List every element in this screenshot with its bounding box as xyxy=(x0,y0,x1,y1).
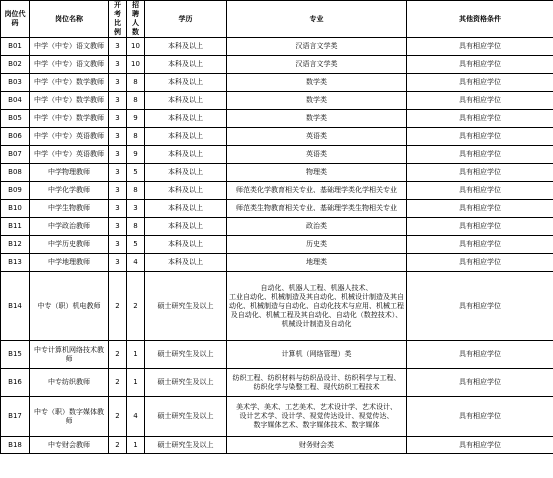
cell-position-name: 中专（职）数字媒体教师 xyxy=(30,397,109,437)
cell-other-requirements: 具有相应学位 xyxy=(407,110,553,128)
cell-ratio: 3 xyxy=(109,236,127,254)
major-line: 自动化、机器人工程、机器人技术、 xyxy=(260,283,373,292)
cell-position-name: 中学地理教师 xyxy=(30,254,109,272)
major-line: 师范类化学教育相关专业、基础理学类化学相关专业 xyxy=(236,186,397,194)
table-row xyxy=(1,369,553,397)
cell-major xyxy=(227,38,407,56)
table-row xyxy=(1,182,553,200)
cell-ratio: 2 xyxy=(109,397,127,437)
cell-ratio: 3 xyxy=(109,74,127,92)
cell-other-requirements: 具有相应学位 xyxy=(407,146,553,164)
header-count: 招聘人数 xyxy=(127,1,145,38)
cell-education: 本科及以上 xyxy=(145,236,227,254)
major-line: 财务财会类 xyxy=(299,440,334,449)
cell-ratio: 2 xyxy=(109,341,127,369)
cell-position-name: 中学（中专）英语教师 xyxy=(30,146,109,164)
table-row xyxy=(1,74,553,92)
cell-other-requirements: 具有相应学位 xyxy=(407,218,553,236)
cell-position-name: 中学政治教师 xyxy=(30,218,109,236)
cell-education: 本科及以上 xyxy=(145,218,227,236)
cell-other-requirements: 具有相应学位 xyxy=(407,397,553,437)
cell-other-requirements: 具有相应学位 xyxy=(407,341,553,369)
cell-other-requirements: 具有相应学位 xyxy=(407,254,553,272)
cell-education: 本科及以上 xyxy=(145,74,227,92)
cell-ratio: 3 xyxy=(109,146,127,164)
cell-position-name: 中学历史教师 xyxy=(30,236,109,254)
cell-major xyxy=(227,254,407,272)
cell-ratio: 3 xyxy=(109,128,127,146)
major-line: 汉语言文学类 xyxy=(295,60,338,68)
cell-major xyxy=(227,437,407,454)
major-line: 工业自动化、机械制造及其自动化、机械设计制造及其自 xyxy=(229,292,404,301)
cell-ratio: 3 xyxy=(109,254,127,272)
cell-major xyxy=(227,341,407,369)
cell-education: 硕士研究生及以上 xyxy=(145,437,227,454)
table-row xyxy=(1,200,553,218)
cell-count: 8 xyxy=(127,182,145,200)
cell-position-name: 中学（中专）语文教师 xyxy=(30,38,109,56)
major-line: 汉语言文学类 xyxy=(295,42,338,50)
table-row xyxy=(1,146,553,164)
table-row xyxy=(1,218,553,236)
cell-ratio: 3 xyxy=(109,110,127,128)
cell-code: B09 xyxy=(1,182,30,200)
cell-education: 本科及以上 xyxy=(145,128,227,146)
cell-education: 硕士研究生及以上 xyxy=(145,397,227,437)
cell-major xyxy=(227,200,407,218)
cell-ratio: 2 xyxy=(109,272,127,341)
cell-education: 本科及以上 xyxy=(145,200,227,218)
cell-position-name: 中专纺织教师 xyxy=(30,369,109,397)
cell-position-name: 中专财会教师 xyxy=(30,437,109,454)
header-other: 其他资格条件 xyxy=(407,1,553,38)
table-row xyxy=(1,341,553,369)
cell-other-requirements: 具有相应学位 xyxy=(407,164,553,182)
cell-other-requirements: 具有相应学位 xyxy=(407,128,553,146)
cell-count: 10 xyxy=(127,38,145,56)
cell-other-requirements: 具有相应学位 xyxy=(407,236,553,254)
cell-other-requirements: 具有相应学位 xyxy=(407,200,553,218)
cell-code: B01 xyxy=(1,38,30,56)
cell-position-name: 中学物理教师 xyxy=(30,164,109,182)
cell-education: 本科及以上 xyxy=(145,56,227,74)
cell-code: B03 xyxy=(1,74,30,92)
table-row xyxy=(1,128,553,146)
cell-major xyxy=(227,128,407,146)
cell-count: 9 xyxy=(127,110,145,128)
cell-other-requirements: 具有相应学位 xyxy=(407,56,553,74)
header-major: 专业 xyxy=(227,1,407,38)
cell-count: 1 xyxy=(127,369,145,397)
cell-other-requirements: 具有相应学位 xyxy=(407,182,553,200)
cell-major xyxy=(227,272,407,341)
major-line: 英语类 xyxy=(306,150,327,158)
cell-education: 本科及以上 xyxy=(145,254,227,272)
cell-code: B07 xyxy=(1,146,30,164)
cell-ratio: 2 xyxy=(109,369,127,397)
cell-ratio: 3 xyxy=(109,182,127,200)
cell-major xyxy=(227,74,407,92)
cell-count: 8 xyxy=(127,92,145,110)
cell-code: B16 xyxy=(1,369,30,397)
cell-ratio: 3 xyxy=(109,218,127,236)
cell-other-requirements: 具有相应学位 xyxy=(407,437,553,454)
cell-count: 3 xyxy=(127,200,145,218)
cell-count: 10 xyxy=(127,56,145,74)
table-row xyxy=(1,164,553,182)
cell-count: 1 xyxy=(127,437,145,454)
cell-ratio: 3 xyxy=(109,92,127,110)
cell-other-requirements: 具有相应学位 xyxy=(407,369,553,397)
cell-education: 硕士研究生及以上 xyxy=(145,341,227,369)
cell-position-name: 中学（中专）英语教师 xyxy=(30,128,109,146)
major-line: 机械设计制造及自动化 xyxy=(281,319,352,328)
header-ratio: 开考比例 xyxy=(109,1,127,38)
cell-position-name: 中学（中专）语文教师 xyxy=(30,56,109,74)
cell-count: 2 xyxy=(127,272,145,341)
cell-code: B18 xyxy=(1,437,30,454)
cell-code: B06 xyxy=(1,128,30,146)
cell-count: 8 xyxy=(127,218,145,236)
major-line: 历史类 xyxy=(306,240,327,248)
major-line: 设计艺术学、设计学、视觉传达设计、视觉传达、 xyxy=(239,412,394,420)
cell-education: 本科及以上 xyxy=(145,38,227,56)
cell-other-requirements: 具有相应学位 xyxy=(407,38,553,56)
cell-code: B15 xyxy=(1,341,30,369)
cell-count: 8 xyxy=(127,74,145,92)
cell-ratio: 2 xyxy=(109,437,127,454)
cell-ratio: 3 xyxy=(109,164,127,182)
cell-position-name: 中学（中专）数学教师 xyxy=(30,110,109,128)
cell-major xyxy=(227,146,407,164)
cell-position-name: 中学化学教师 xyxy=(30,182,109,200)
cell-ratio: 3 xyxy=(109,38,127,56)
cell-count: 5 xyxy=(127,236,145,254)
cell-code: B04 xyxy=(1,92,30,110)
cell-ratio: 3 xyxy=(109,56,127,74)
cell-code: B17 xyxy=(1,397,30,437)
cell-education: 本科及以上 xyxy=(145,146,227,164)
cell-major xyxy=(227,92,407,110)
cell-education: 本科及以上 xyxy=(145,92,227,110)
major-line: 英语类 xyxy=(306,132,327,140)
major-line: 纺织工程、纺织材料与纺织品设计、纺织科学与工程、 xyxy=(232,373,401,382)
major-line: 物理类 xyxy=(306,168,327,176)
cell-code: B02 xyxy=(1,56,30,74)
cell-other-requirements: 具有相应学位 xyxy=(407,74,553,92)
major-line: 地理类 xyxy=(306,258,327,266)
cell-count: 8 xyxy=(127,128,145,146)
cell-major xyxy=(227,164,407,182)
cell-code: B05 xyxy=(1,110,30,128)
cell-count: 1 xyxy=(127,341,145,369)
major-line: 师范类生物教育相关专业、基础理学类生物相关专业 xyxy=(236,204,397,212)
header-education: 学历 xyxy=(145,1,227,38)
major-line: 数学类 xyxy=(306,114,327,122)
cell-code: B11 xyxy=(1,218,30,236)
table-row xyxy=(1,437,553,454)
cell-major xyxy=(227,110,407,128)
cell-education: 硕士研究生及以上 xyxy=(145,369,227,397)
cell-education: 本科及以上 xyxy=(145,110,227,128)
cell-position-name: 中学（中专）数学教师 xyxy=(30,74,109,92)
cell-education: 本科及以上 xyxy=(145,182,227,200)
cell-code: B14 xyxy=(1,272,30,341)
cell-code: B13 xyxy=(1,254,30,272)
cell-major xyxy=(227,182,407,200)
major-line: 计算机（网络管理）类 xyxy=(281,350,352,358)
cell-position-name: 中专计算机网络技术教师 xyxy=(30,341,109,369)
cell-position-name: 中学生物教师 xyxy=(30,200,109,218)
cell-major xyxy=(227,236,407,254)
cell-major xyxy=(227,369,407,397)
table-row xyxy=(1,236,553,254)
cell-ratio: 3 xyxy=(109,200,127,218)
table-row xyxy=(1,92,553,110)
header-name: 岗位名称 xyxy=(30,1,109,38)
cell-code: B10 xyxy=(1,200,30,218)
cell-other-requirements: 具有相应学位 xyxy=(407,92,553,110)
table-row xyxy=(1,254,553,272)
major-line: 美术学、美术、工艺美术、艺术设计学、艺术设计、 xyxy=(236,403,397,411)
cell-other-requirements: 具有相应学位 xyxy=(407,272,553,341)
table-row xyxy=(1,38,553,56)
major-line: 数学类 xyxy=(306,78,327,86)
major-line: 政治类 xyxy=(306,222,327,230)
major-line: 数字媒体艺术、数字媒体技术、数字媒体 xyxy=(253,421,380,429)
table-row xyxy=(1,397,553,437)
major-line: 数学类 xyxy=(306,96,327,104)
cell-position-name: 中学（中专）数学教师 xyxy=(30,92,109,110)
cell-major xyxy=(227,397,407,437)
major-line: 及自动化、机械工程及其自动化、自动化（数控技术）、 xyxy=(230,310,403,319)
cell-count: 4 xyxy=(127,254,145,272)
cell-position-name: 中专（职）机电教师 xyxy=(30,272,109,341)
header-row xyxy=(1,1,553,38)
cell-count: 5 xyxy=(127,164,145,182)
cell-major xyxy=(227,218,407,236)
cell-count: 9 xyxy=(127,146,145,164)
cell-education: 硕士研究生及以上 xyxy=(145,272,227,341)
cell-code: B12 xyxy=(1,236,30,254)
header-code: 岗位代码 xyxy=(1,1,30,38)
table-row xyxy=(1,56,553,74)
table-row xyxy=(1,272,553,341)
major-line: 纺织化学与染整工程、现代纺织工程技术 xyxy=(253,382,380,391)
cell-education: 本科及以上 xyxy=(145,164,227,182)
table-row xyxy=(1,110,553,128)
cell-count: 4 xyxy=(127,397,145,437)
cell-code: B08 xyxy=(1,164,30,182)
major-line: 动化、机械制造与自动化、自动化技术与应用、机械工程 xyxy=(229,301,404,310)
cell-major xyxy=(227,56,407,74)
